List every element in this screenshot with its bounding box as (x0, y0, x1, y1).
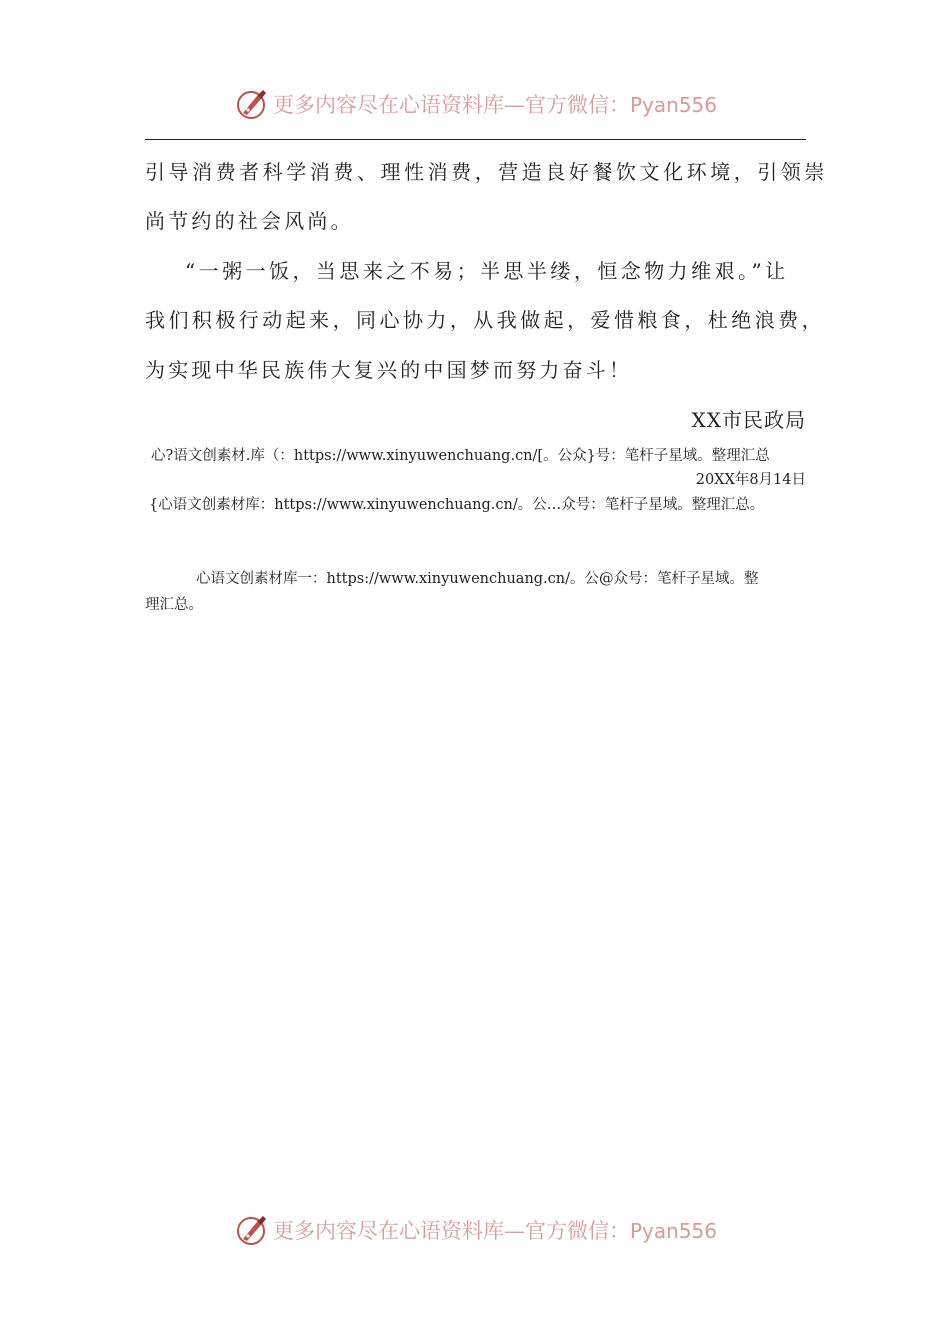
footer-banner (0, 1210, 950, 1250)
footer-banner-text: 更多内容尽在心语资料库—官方微信：Pyan556 (272, 1219, 717, 1243)
body-line-3: “一粥一饭，当思来之不易；半思半缕，恒念物力维艰。”让 (185, 259, 789, 283)
footnote-2: {心语文创素材库：https://www.xinyuwenchuang.cn/。公…众号：笔杆子星域。整理汇总。 (149, 497, 765, 513)
footnote-1: 心?语文创素材.库（：https://www.xinyuwenchuang.cn/[。公众}号：笔杆子星域。整理汇总 (151, 448, 770, 464)
signature-org: XX市民政局 (691, 408, 806, 432)
pen-nib-logo-icon (233, 86, 269, 122)
body-line-2: 尚节约的社会风尚。 (145, 209, 354, 233)
header-banner (0, 84, 950, 124)
header-banner-text: 更多内容尽在心语资料库—官方微信：Pyan556 (272, 93, 717, 117)
footnote-3-line-2: 理汇总。 (145, 597, 203, 613)
footnote-3-line-1: 心语文创素材库一：https://www.xinyuwenchuang.cn/。公@众号：笔杆子星域。整 (196, 571, 759, 587)
signature-date: 20XX年8月14日 (695, 472, 806, 488)
header-divider (145, 139, 806, 140)
body-line-4: 我们积极行动起来，同心协力，从我做起，爱惜粮食，杜绝浪费， (145, 308, 826, 332)
body-line-5: 为实现中华民族伟大复兴的中国梦而努力奋斗！ (145, 358, 633, 382)
body-line-1: 引导消费者科学消费、理性消费，营造良好餐饮文化环境，引领崇 (145, 160, 828, 184)
pen-nib-logo-icon (233, 1212, 269, 1248)
